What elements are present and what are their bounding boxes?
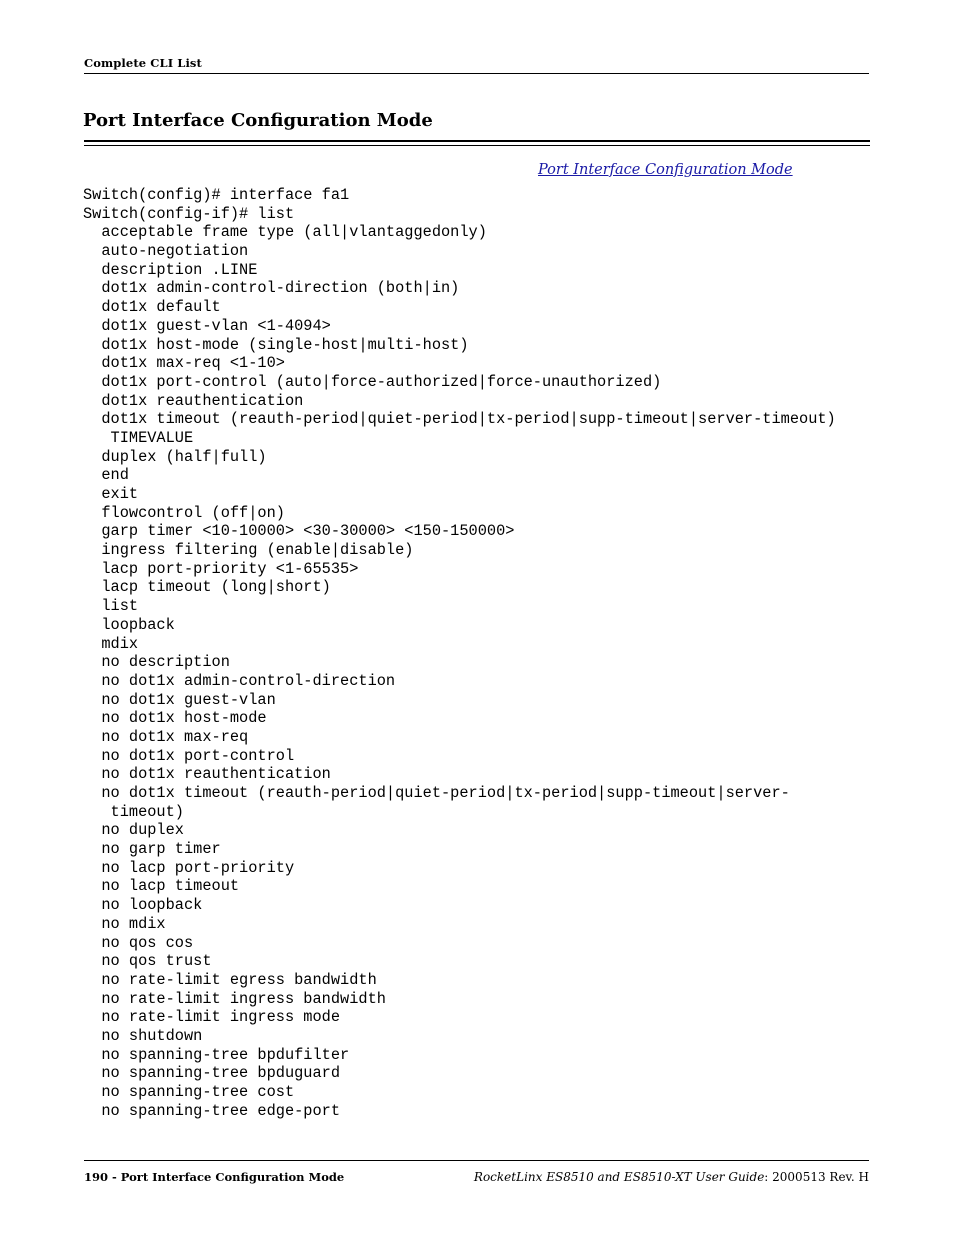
cli-line: end xyxy=(83,466,129,485)
cli-line: no mdix xyxy=(83,914,166,933)
section-link[interactable]: Port Interface Configuration Mode xyxy=(538,162,793,178)
header-divider xyxy=(84,73,869,74)
cli-line: duplex (half|full) xyxy=(83,447,267,466)
cli-line: dot1x port-control (auto|force-authorized|force-unauthorized) xyxy=(83,372,662,391)
cli-line: no dot1x guest-vlan xyxy=(83,690,276,709)
footer-document-title xyxy=(474,1170,869,1184)
cli-line: no dot1x reauthentication xyxy=(83,765,331,784)
cli-line: list xyxy=(83,597,139,616)
footer-guide-name: RocketLinx ES8510 and ES8510-XT User Guide xyxy=(473,1170,765,1184)
cli-line: no spanning-tree bpdufilter xyxy=(83,1045,350,1064)
cli-line: lacp port-priority <1-65535> xyxy=(83,559,359,578)
cli-line: no spanning-tree edge-port xyxy=(83,1101,341,1120)
footer-divider xyxy=(84,1160,869,1161)
cli-line: no rate-limit ingress mode xyxy=(83,1008,341,1027)
cli-line: garp timer <10-10000> <30-30000> <150-150000> xyxy=(83,522,515,541)
title-divider-thick xyxy=(84,140,870,142)
cli-line: no dot1x timeout (reauth-period|quiet-period|tx-period|supp-timeout|server- xyxy=(83,784,790,802)
cli-line: dot1x admin-control-direction (both|in) xyxy=(83,279,460,298)
cli-line: loopback xyxy=(83,615,175,634)
footer-page-label: 190 - Port Interface Configuration Mode xyxy=(84,1170,345,1184)
running-header: Complete CLI List xyxy=(84,56,202,70)
cli-line: exit xyxy=(83,485,139,503)
cli-line: description .LINE xyxy=(83,260,258,279)
cli-line: no spanning-tree bpduguard xyxy=(83,1064,341,1083)
title-divider-thin xyxy=(84,145,870,146)
cli-line: no rate-limit ingress bandwidth xyxy=(83,989,386,1008)
cli-line: no dot1x host-mode xyxy=(83,709,267,728)
footer-doc-number: : 2000513 Rev. H xyxy=(764,1170,869,1184)
cli-line: ingress filtering (enable|disable) xyxy=(83,541,414,560)
cli-line: dot1x reauthentication xyxy=(83,391,304,410)
cli-line: mdix xyxy=(83,634,139,653)
cli-line: no duplex xyxy=(83,821,184,840)
cli-line: Switch(config)# interface fa1 xyxy=(83,186,350,204)
cli-line: no shutdown xyxy=(83,1026,203,1045)
cli-line: no dot1x port-control xyxy=(83,746,295,765)
cli-line: no rate-limit egress bandwidth xyxy=(83,970,377,989)
cli-line: no loopback xyxy=(83,896,203,915)
cli-line: lacp timeout (long|short) xyxy=(83,578,331,597)
cli-line: flowcontrol (off|on) xyxy=(83,503,285,522)
cli-line: no lacp port-priority xyxy=(83,858,295,877)
cli-line: timeout) xyxy=(83,802,184,821)
section-title: Port Interface Configuration Mode xyxy=(83,110,433,131)
cli-line: no qos cos xyxy=(83,933,194,952)
cli-line: TIMEVALUE xyxy=(83,428,194,447)
cli-line: no qos trust xyxy=(83,952,212,971)
cli-line: dot1x guest-vlan <1-4094> xyxy=(83,316,331,335)
cli-line: dot1x host-mode (single-host|multi-host) xyxy=(83,335,469,354)
cli-line: no garp timer xyxy=(83,840,221,859)
cli-line: dot1x default xyxy=(83,298,221,317)
cli-command-listing xyxy=(83,186,836,1120)
cli-line: acceptable frame type (all|vlantaggedonly) xyxy=(83,223,487,242)
cli-line: no lacp timeout xyxy=(83,877,240,896)
cli-line: auto-negotiation xyxy=(83,242,249,261)
cli-line: no description xyxy=(83,653,230,672)
cli-line: no spanning-tree cost xyxy=(83,1083,295,1101)
cli-line: no dot1x max-req xyxy=(83,727,249,746)
cli-line: dot1x timeout (reauth-period|quiet-period|tx-period|supp-timeout|server-timeout) xyxy=(83,410,836,429)
cli-line: Switch(config-if)# list xyxy=(83,204,295,223)
cli-line: dot1x max-req <1-10> xyxy=(83,354,285,373)
cli-line: no dot1x admin-control-direction xyxy=(83,671,396,690)
